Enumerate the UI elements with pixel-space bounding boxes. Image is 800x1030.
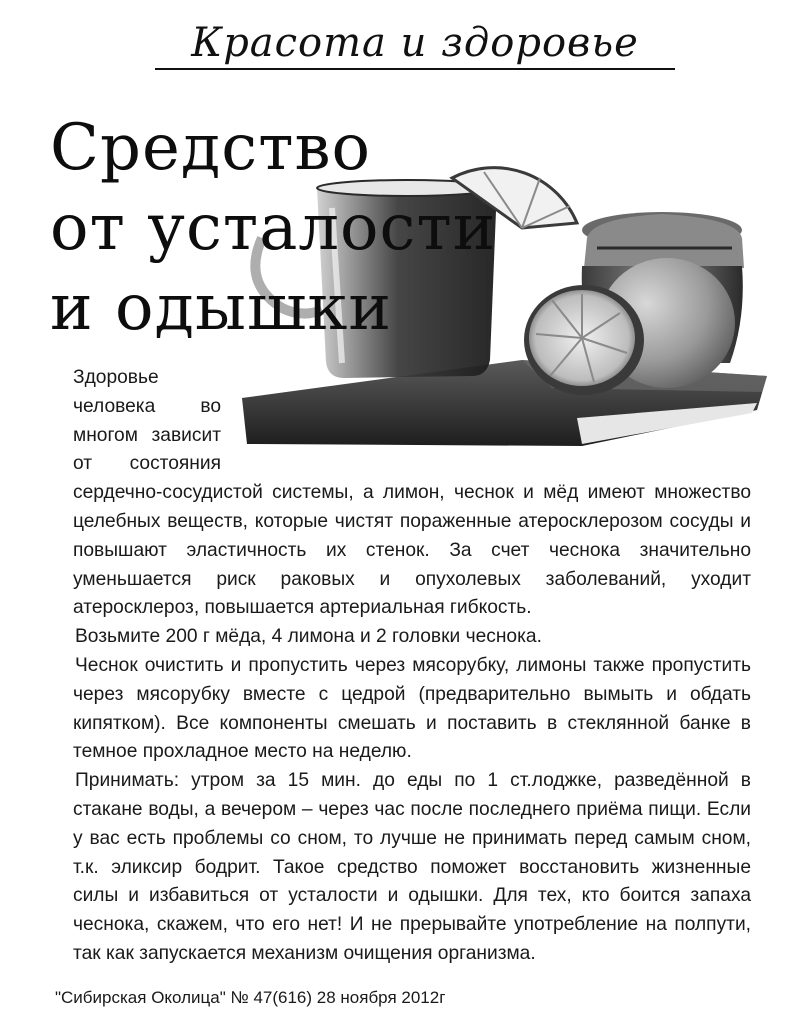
article-body: [73, 364, 751, 969]
headline-line-3: и одышки: [50, 271, 393, 345]
section-header: [155, 18, 675, 78]
paragraph-4: Принимать: утром за 15 мин. до еды по 1 ст.лоджке, разведённой в стакане воды, а вечером – через час после последнего приёма пищи. Если у вас есть проблемы со сном, то лучше не принимать перед самым сном, т.к. эликсир бодрит. Такое средство поможет восстановить жизненные силы и избавиться от усталости и одышки. Для тех, кто боится запаха чеснока, скажем, что его нет! И не прерывайте употребление на полпути, так как запускается механизм очищения организма.: [73, 770, 751, 964]
header-rule: [155, 68, 675, 70]
paragraph-1: Здоровье человека во многом зависит от состояния сердечно-сосудистой системы, а лимон, чеснок и мёд имеют множество целебных веществ, которые чистят пораженные атеросклерозом сосуды и повышают эластичность их стенок. За счет чеснока значительно уменьшается риск раковых и опухолевых заболеваний, уходит атеросклероз, повышается артериальная гибкость.: [73, 367, 751, 619]
headline-line-1: Средство: [50, 111, 372, 185]
text-wrap-spacer: [221, 364, 751, 469]
headline-line-2: от усталости: [50, 191, 497, 265]
paragraph-2: Возьмите 200 г мёда, 4 лимона и 2 головки чеснока.: [75, 626, 542, 648]
source-citation: "Сибирская Околица" № 47(616) 28 ноября 2012г: [55, 988, 446, 1007]
article-headline: [50, 108, 496, 348]
paragraph-3: Чеснок очистить и пропустить через мясорубку, лимоны также пропустить через мясорубку вместе с цедрой (предварительно вымыть и обдать кипятком). Все компоненты смешать и поставить в стеклянной банке в темное прохладное место на неделю.: [73, 654, 751, 763]
section-title: Красота и здоровье: [191, 20, 639, 66]
